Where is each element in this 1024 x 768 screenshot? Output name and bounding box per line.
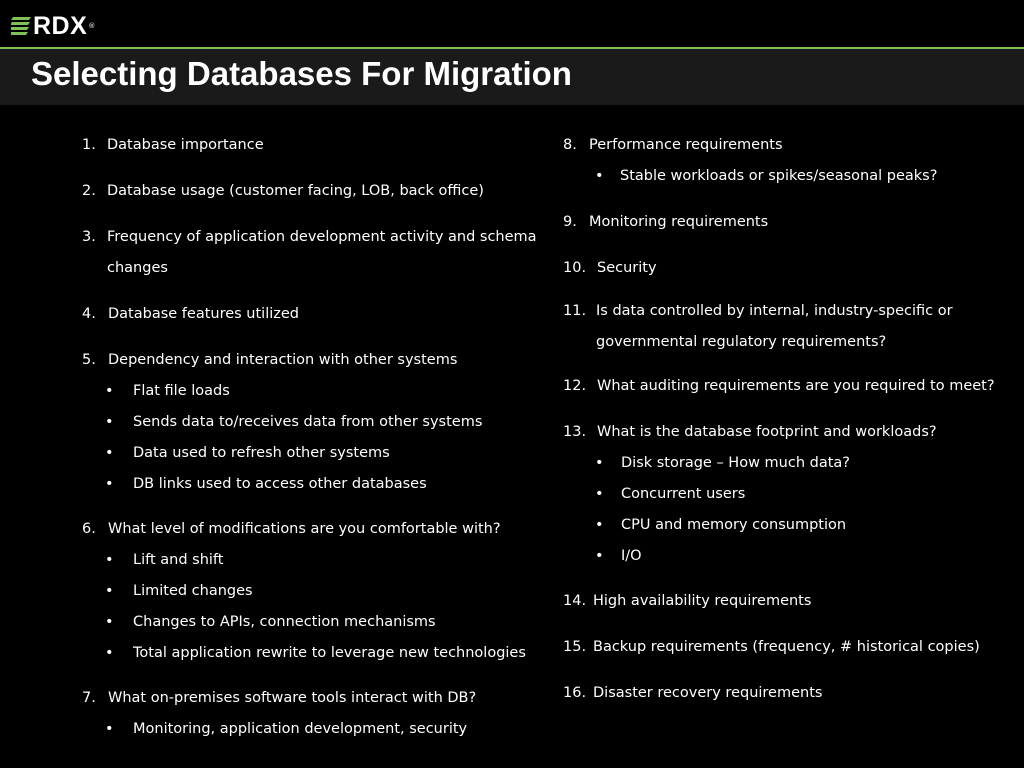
bullet-text: Monitoring, application development, security <box>133 721 468 737</box>
bullet-text: Changes to APIs, connection mechanisms <box>133 614 436 630</box>
item-number: 9. <box>563 214 577 230</box>
item-number: 12. <box>563 378 587 394</box>
bullet-text: Stable workloads or spikes/seasonal peaks? <box>620 168 938 184</box>
bullet-text: DB links used to access other databases <box>133 476 427 492</box>
bullet-icon: • <box>595 548 604 564</box>
bullet-text: Concurrent users <box>621 486 746 502</box>
item-text: Database importance <box>107 137 264 153</box>
item-number: 16. <box>563 685 587 701</box>
item-number: 8. <box>563 137 577 153</box>
bullet-icon: • <box>105 645 114 661</box>
item-number: 5. <box>82 352 96 368</box>
bullet-text: Lift and shift <box>133 552 224 568</box>
item-number: 13. <box>563 424 587 440</box>
bullet-text: CPU and memory consumption <box>621 517 847 533</box>
item-text: Dependency and interaction with other systems <box>108 352 458 368</box>
bullet-icon: • <box>105 414 114 430</box>
item-number: 14. <box>563 593 587 609</box>
bullet-text: Disk storage – How much data? <box>621 455 850 471</box>
item-text: Security <box>597 260 657 276</box>
item-text: High availability requirements <box>593 593 812 609</box>
bullet-icon: • <box>105 721 114 737</box>
item-number: 4. <box>82 306 96 322</box>
bullet-text: Limited changes <box>133 583 253 599</box>
bullet-icon: • <box>105 383 114 399</box>
item-number: 7. <box>82 690 96 706</box>
logo-stripes-icon <box>11 15 31 37</box>
item-number: 1. <box>82 137 96 153</box>
item-text: Is data controlled by internal, industry-specific or <box>596 303 953 319</box>
item-text: Frequency of application development activity and schema <box>107 229 537 245</box>
item-text: Performance requirements <box>589 137 783 153</box>
item-text: What auditing requirements are you required to meet? <box>597 378 995 394</box>
item-text: What level of modifications are you comfortable with? <box>108 521 501 537</box>
bullet-icon: • <box>105 583 114 599</box>
bullet-icon: • <box>105 614 114 630</box>
bullet-icon: • <box>595 455 604 471</box>
bullet-text: Total application rewrite to leverage new technologies <box>133 645 526 661</box>
bullet-text: Data used to refresh other systems <box>133 445 390 461</box>
item-number: 6. <box>82 521 96 537</box>
item-text: Backup requirements (frequency, # historical copies) <box>593 639 980 655</box>
item-text: Database features utilized <box>108 306 300 322</box>
logo-trademark: ® <box>88 22 96 30</box>
bullet-text: Sends data to/receives data from other systems <box>133 414 483 430</box>
top-bar <box>0 0 1024 47</box>
bullet-icon: • <box>595 486 604 502</box>
bullet-text: Flat file loads <box>133 383 230 399</box>
item-text: Database usage (customer facing, LOB, back office) <box>107 183 484 199</box>
item-text: Monitoring requirements <box>589 214 769 230</box>
bullet-icon: • <box>595 517 604 533</box>
bullet-icon: • <box>105 552 114 568</box>
rdx-logo <box>11 14 95 38</box>
item-number: 10. <box>563 260 587 276</box>
item-text: What is the database footprint and workloads? <box>597 424 937 440</box>
item-text: What on-premises software tools interact with DB? <box>108 690 477 706</box>
bullet-icon: • <box>105 476 114 492</box>
bullet-text: I/O <box>621 548 642 564</box>
slide-title: Selecting Databases For Migration <box>31 55 572 92</box>
bullet-icon: • <box>595 168 604 184</box>
logo-wordmark: RDX <box>33 12 88 40</box>
item-text-continuation-text: governmental regulatory requirements? <box>596 334 887 350</box>
bullet-icon: • <box>105 445 114 461</box>
item-text-continuation-text: changes <box>107 260 168 276</box>
item-text: Disaster recovery requirements <box>593 685 823 701</box>
item-number: 3. <box>82 229 96 245</box>
item-number: 15. <box>563 639 587 655</box>
item-number: 11. <box>563 303 587 319</box>
item-number: 2. <box>82 183 96 199</box>
